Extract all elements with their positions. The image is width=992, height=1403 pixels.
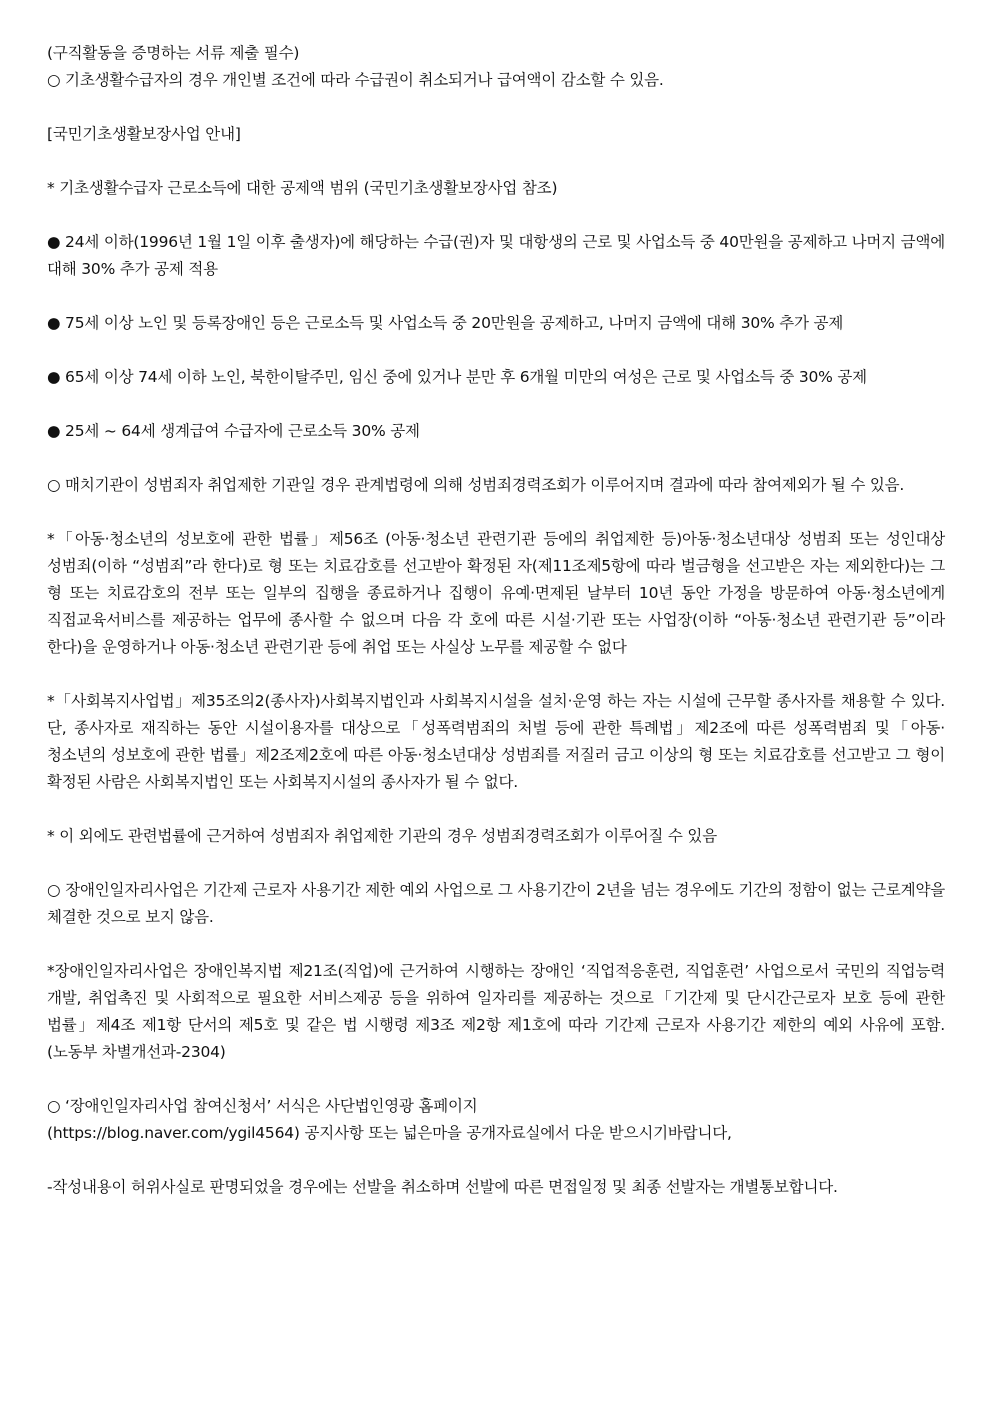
document-text: ○ 장애인일자리사업은 기간제 근로자 사용기간 제한 예외 사업으로 그 사용기간이 2년을 넘는 경우에도 기간의 정함이 없는 근로계약을 체결한 것으로 보지 않음. xyxy=(47,881,945,926)
law-excerpt: *「아동·청소년의 성보호에 관한 법률」제56조 (아동·청소년 관련기관 등에의 취업제한 등)아동·청소년대상 성범죄 또는 성인대상 성범죄(이하 “성범죄”라 한다)로 형 또는 치료감호를 선고받아 확정된 자(제11조제5항에 따라 벌금형을 선고받은 자는 제외한다)는 그 형 또는 치료감호의 전부 또는 일부의 집행을 종료하거나 집행이 유예·면제된 날부터 10년 동안 가정을 방문하여 아동·청소년에게 직접교육서비스를 제공하는 업무에 종사할 수 없으며 다음 각 호에 따른 시설·기관 또는 사업장(이하 “아동·청소년 관련기관 등”이라 한다)을 운영하거나 아동·청소년 관련기관 등에 취업 또는 사실상 노무를 제공할 수 없다 xyxy=(47,530,945,656)
document-text: ○ ‘장애인일자리사업 참여신청서’ 서식은 사단법인영광 홈페이지 xyxy=(47,1097,478,1115)
paragraph-gap xyxy=(47,445,945,472)
bullet-item: ● 25세 ~ 64세 생계급여 수급자에 근로소득 30% 공제 xyxy=(47,422,420,440)
paragraph-gap xyxy=(47,661,945,688)
paragraph-gap xyxy=(47,283,945,310)
homepage-link-text: (https://blog.naver.com/ygil4564) 공지사항 또는 넓은마을 공개자료실에서 다운 받으시기바랍니다, xyxy=(47,1124,732,1142)
paragraph-gap xyxy=(47,1066,945,1093)
paragraph-gap xyxy=(47,391,945,418)
document-text: (구직활동을 증명하는 서류 제출 필수) xyxy=(47,44,300,62)
bullet-item: ● 75세 이상 노인 및 등록장애인 등은 근로소득 및 사업소득 중 20만원을 공제하고, 나머지 금액에 대해 30% 추가 공제 xyxy=(47,314,844,332)
paragraph-gap xyxy=(47,850,945,877)
paragraph-gap xyxy=(47,94,945,121)
bullet-item: ● 24세 이하(1996년 1월 1일 이후 출생자)에 해당하는 수급(권)자 및 대항생의 근로 및 사업소득 중 40만원을 공제하고 나머지 금액에 대해 30% 추가 공제 적용 xyxy=(47,233,945,278)
document-text: * 이 외에도 관련법률에 근거하여 성범죄자 취업제한 기관의 경우 성범죄경력조회가 이루어질 수 있음 xyxy=(47,827,717,845)
paragraph-gap xyxy=(47,931,945,958)
document-text: ○ 매치기관이 성범죄자 취업제한 기관일 경우 관계법령에 의해 성범죄경력조회가 이루어지며 결과에 따라 참여제외가 될 수 있음. xyxy=(47,476,905,494)
paragraph-gap xyxy=(47,796,945,823)
document-text: ○ 기초생활수급자의 경우 개인별 조건에 따라 수급권이 취소되거나 급여액이 감소할 수 있음. xyxy=(47,71,664,89)
law-excerpt: *「사회복지사업법」제35조의2(종사자)사회복지법인과 사회복지시설을 설치·운영 하는 자는 시설에 근무할 종사자를 채용할 수 있다. 단, 종사자로 재직하는 동안 시설이용자를 대상으로「성폭력범죄의 처벌 등에 관한 특례법」제2조에 따른 성폭력범죄 및「아동·청소년의 성보호에 관한 법률」제2조제2호에 따른 아동·청소년대상 성범죄를 저질러 금고 이상의 형 또는 치료감호를 선고받고 그 형이 확정된 사람은 사회복지법인 또는 사회복지시설의 종사자가 될 수 없다. xyxy=(47,692,945,791)
closing-notice: -작성내용이 허위사실로 판명되었을 경우에는 선발을 취소하며 선발에 따른 면접일정 및 최종 선발자는 개별통보합니다. xyxy=(47,1178,838,1196)
paragraph-gap xyxy=(47,148,945,175)
document-page xyxy=(47,40,945,1201)
paragraph-gap xyxy=(47,202,945,229)
document-text: * 기초생활수급자 근로소득에 대한 공제액 범위 (국민기초생활보장사업 참조) xyxy=(47,179,558,197)
law-excerpt: *장애인일자리사업은 장애인복지법 제21조(직업)에 근거하여 시행하는 장애인 ‘직업적응훈련, 직업훈련’ 사업으로서 국민의 직업능력 개발, 취업촉진 및 사회적으로 필요한 서비스제공 등을 위하여 일자리를 제공하는 것으로「기간제 및 단시간근로자 보호 등에 관한 법률」제4조 제1항 단서의 제5호 및 같은 법 시행령 제3조 제2항 제1호에 따라 기간제 근로자 사용기간 제한의 예외 사유에 포함. (노동부 차별개선과-2304) xyxy=(47,962,945,1061)
paragraph-gap xyxy=(47,337,945,364)
paragraph-gap xyxy=(47,1147,945,1174)
section-heading: [국민기초생활보장사업 안내] xyxy=(47,125,241,143)
paragraph-gap xyxy=(47,499,945,526)
bullet-item: ● 65세 이상 74세 이하 노인, 북한이탈주민, 임신 중에 있거나 분만 후 6개월 미만의 여성은 근로 및 사업소득 중 30% 공제 xyxy=(47,368,867,386)
